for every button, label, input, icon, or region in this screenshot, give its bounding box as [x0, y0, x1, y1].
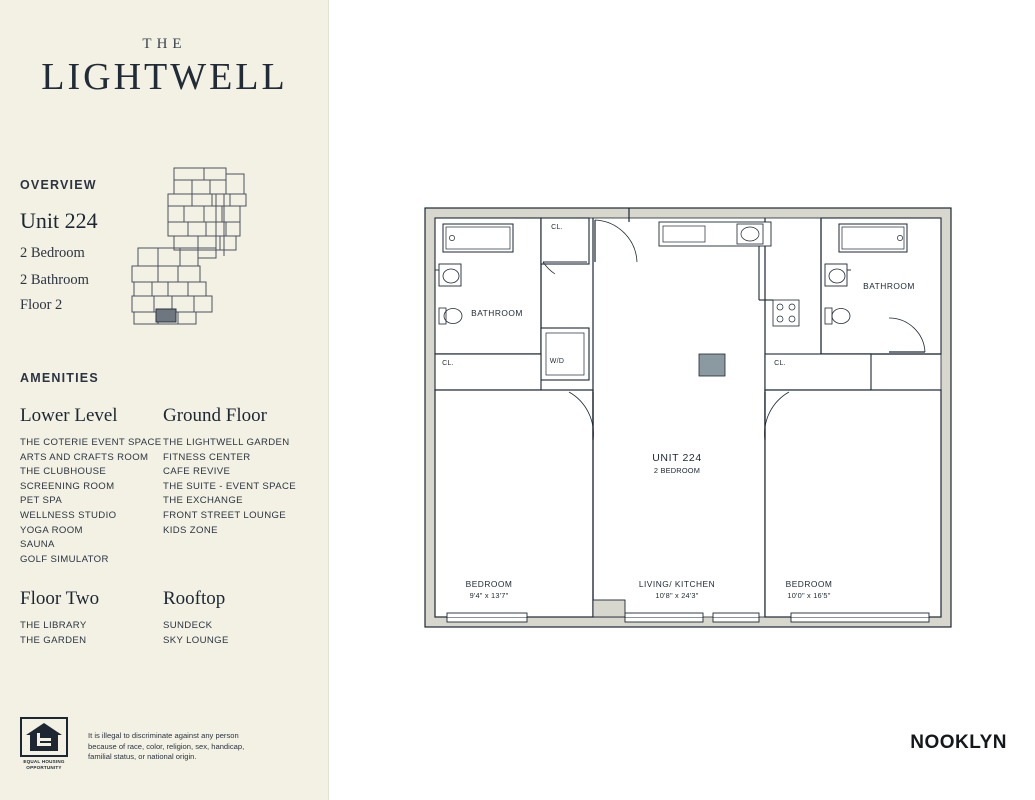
amenity-group-rooftop: [163, 588, 323, 648]
amenity-group-title: Rooftop: [163, 588, 226, 609]
unit-sub-label: 2 BEDROOM: [653, 466, 701, 475]
overview-heading: OVERVIEW: [20, 178, 97, 192]
brand-name: LIGHTWELL: [41, 56, 288, 98]
amenity-group-title: Ground Floor: [163, 405, 267, 426]
amenity-group-lower-level: [20, 405, 165, 567]
amenity-item: PET SPA: [20, 495, 63, 507]
keyplan-svg: [128, 160, 293, 335]
brand-logo: [0, 36, 329, 99]
amenity-item: SCREENING ROOM: [20, 480, 115, 492]
amenity-group-ground-floor: [163, 405, 323, 538]
amenities-heading: AMENITIES: [20, 371, 99, 385]
bedroom-dim-left: 9'4" x 13'7": [469, 591, 509, 600]
sidebar: [0, 0, 329, 800]
keyplan-unit-highlight: [156, 309, 176, 322]
amenity-item: WELLNESS STUDIO: [20, 509, 117, 521]
amenity-item: SUNDECK: [163, 620, 213, 631]
amenity-item: THE SUITE - EVENT SPACE: [163, 480, 296, 492]
brand-the: THE: [142, 36, 187, 52]
amenity-list: [20, 619, 165, 648]
amenity-item: SAUNA: [20, 539, 55, 551]
legal-disclaimer: It is illegal to discriminate against any person because of race, color, religion, sex, handicap, familial status, or national origin.: [88, 731, 245, 762]
unit-bathrooms: 2 Bathroom: [20, 272, 89, 288]
amenity-item: THE LIGHTWELL GARDEN: [163, 437, 290, 448]
closet-label-2: CL.: [442, 360, 454, 367]
amenity-item: FRONT STREET LOUNGE: [163, 509, 287, 521]
amenity-list: [163, 436, 323, 538]
amenity-group-title: Floor Two: [20, 588, 100, 609]
amenity-item: THE COTERIE EVENT SPACE: [20, 437, 162, 448]
bathroom-label-left: BATHROOM: [471, 308, 523, 318]
amenity-list: [163, 619, 323, 648]
amenity-list: [20, 436, 165, 567]
unit-bedrooms: 2 Bedroom: [20, 245, 85, 261]
structural-column: [699, 354, 725, 376]
bathroom-label-right: BATHROOM: [863, 281, 915, 291]
floorplan-drawing: [329, 0, 1035, 800]
nooklyn-brandmark: NOOKLYN: [910, 732, 1007, 753]
eho-house-glyph: [20, 717, 68, 757]
amenity-item: THE LIBRARY: [20, 620, 87, 631]
amenity-item: SKY LOUNGE: [163, 634, 229, 646]
amenity-item: KIDS ZONE: [163, 524, 218, 536]
amenity-item: ARTS AND CRAFTS ROOM: [20, 451, 149, 463]
living-kitchen-dim: 10'8" x 24'3": [655, 591, 699, 600]
bedroom-label-right: BEDROOM: [785, 579, 833, 589]
unit-floor: Floor 2: [20, 297, 63, 313]
unit-label: UNIT 224: [652, 452, 702, 464]
amenity-item: YOGA ROOM: [20, 524, 83, 536]
keyplan-thumbnail: [128, 160, 293, 335]
amenity-group-floor-two: [20, 588, 165, 648]
eho-caption: EQUAL HOUSING OPPORTUNITY: [23, 759, 65, 770]
amenity-item: GOLF SIMULATOR: [20, 553, 109, 565]
floorplan-panel: [329, 0, 1035, 800]
bedroom-label-left: BEDROOM: [465, 579, 513, 589]
plan-geometry: [425, 208, 951, 627]
closet-label-3: CL.: [774, 360, 786, 367]
amenity-item: THE CLUBHOUSE: [20, 466, 107, 478]
amenity-item: THE GARDEN: [20, 634, 87, 646]
living-kitchen-label: LIVING/ KITCHEN: [638, 579, 716, 589]
laundry-label: W/D: [549, 358, 565, 365]
amenity-item: THE EXCHANGE: [163, 495, 243, 507]
amenity-item: CAFE REVIVE: [163, 466, 231, 478]
amenity-item: FITNESS CENTER: [163, 451, 251, 463]
equal-housing-opportunity-icon: [18, 717, 70, 771]
unit-title: Unit 224: [20, 208, 98, 233]
amenity-group-title: Lower Level: [20, 405, 118, 426]
bedroom-dim-right: 10'0" x 16'5": [787, 591, 831, 600]
closet-label-1: CL.: [551, 224, 563, 231]
